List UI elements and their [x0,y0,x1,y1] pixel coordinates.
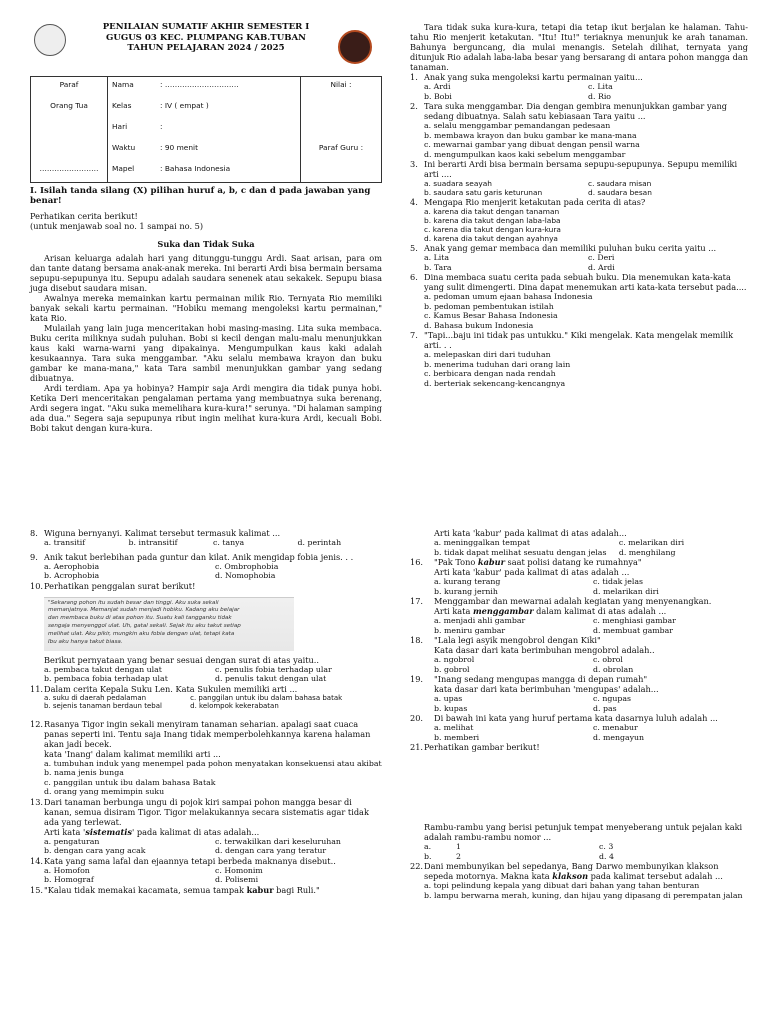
question-3 [410,159,748,179]
option-a[interactable]: a. karena dia takut dengan tanaman [424,207,560,217]
question-subtext: Kata dasar dari kata berimbuhan mengobrol adalah.. [434,645,655,655]
hari-value[interactable]: : [156,119,301,140]
question-2 [410,101,748,121]
question-text: "Inang sedang mengupas mangga di depan rumah" [434,674,648,684]
options [410,842,748,861]
text: Arti kata [434,606,473,616]
text: ' pada kalimat di atas adalah... [132,826,260,837]
emphasis-word: kabur [246,884,274,895]
nilai-box[interactable] [301,98,382,119]
question-text: Menggambar dan mewarnai adalah kegiatan yang menyenangkan. [434,596,712,606]
option-c[interactable]: c. 3 [599,842,614,851]
question-7 [410,330,748,350]
question-number: 7. [410,330,418,341]
gugus-logo-icon [338,30,372,64]
option-a[interactable]: a. tumbuhan induk yang menempel pada pohon menyatakan konsekuensi atau akibat [44,758,382,768]
option-b[interactable]: b. tidak dapat melihat sesuatu dengan jelas [434,547,607,557]
question-12 [30,719,382,749]
school-logo-icon [34,24,66,56]
question-17 [410,596,748,606]
question-19 [410,674,748,684]
options [410,350,748,388]
question-6 [410,272,748,292]
option-b-value: 2 [456,851,461,861]
option-d[interactable]: d. dengan cara yang teratur [215,846,327,856]
option-b[interactable]: b. kupas [434,703,468,713]
question-number: 9. [30,551,38,562]
question-text: Mengapa Rio menjerit ketakutan pada cerita di atas? [424,197,646,208]
question-subtext: kata 'Inang' dalam kalimat memiliki arti ... [44,748,221,759]
question-number: 13. [30,796,44,807]
option-d[interactable]: d. penulis takut dengan ulat [215,674,327,683]
question-5 [410,243,748,253]
emphasis-word: klakson [552,871,589,881]
option-c[interactable]: c. menghiasi gambar [593,616,676,625]
option-d[interactable]: d. perintah [297,538,342,547]
story-paragraph: Awalnya mereka memainkan kartu permainan milik Rio. Ternyata Rio memiliki banyak sekali kartu permainan. "Hobiku memang mengoleksi kartu permainan," kata Rio. [30,292,382,323]
intro-line-1: Perhatikan cerita berikut! [30,210,138,221]
letter-line: memanjatnya. Memanjat sudah menjadi hobiku. Kadang aku belajar [48,607,240,614]
question-number: 8. [30,528,38,538]
emphasis-word: menggambar [472,606,534,616]
options [410,881,748,900]
question-21 [410,742,748,752]
option-b[interactable]: b. karena dia takut dengan laba-laba [424,216,561,226]
question-subtext: Arti kata 'kabur' pada kalimat di atas adalah... [434,528,627,538]
question-15 [30,885,382,895]
header-line-3: TAHUN PELAJARAN 2024 / 2025 [127,43,285,54]
option-d[interactable]: d. kelompok kekerabatan [190,702,279,711]
question-13 [30,797,382,827]
question-number: 15. [30,884,44,895]
option-d[interactable]: d. Ardi [588,262,615,272]
option-c[interactable]: c. saudara misan [588,179,652,188]
question-text: Tara suka menggambar. Dia dengan gembira menunjukkan gambar yang sedang dibuatnya. Salah satu kebiasaan Tara yaitu ... [424,101,727,121]
question-text: Wiguna bernyanyi. Kalimat tersebut termasuk kalimat ... [44,528,281,538]
question-number: 16. [410,557,424,567]
letter-line: Ibu aku hanya takut biasa. [48,638,123,645]
question-number: 2. [410,101,418,111]
question-text: Di bawah ini kata yang huruf pertama kata dasarnya luluh adalah ... [434,713,718,723]
option-b[interactable]: b. memberi [434,732,480,742]
letter-line: "Sekarang pohon itu sudah besar dan tinggi. Aku suka sekali [48,599,219,606]
option-a[interactable]: a. selalu menggambar pemandangan pedesaan [424,121,611,130]
question-number: 22. [410,861,424,871]
option-c[interactable]: c. mewarnai gambar yang dibuat dengan pensil warna [424,140,640,149]
option-c[interactable]: c. karena dia takut dengan kura-kura [424,225,561,235]
right-top-column [410,22,748,388]
question-text: Anak yang gemar membaca dan memiliki puluhan buku cerita yaitu ... [424,243,717,254]
question-text [424,861,748,881]
identity-table [30,76,382,183]
option-a[interactable]: a. pedoman umum ejaan bahasa Indonesia [424,292,593,302]
option-b[interactable]: b. menerima tuduhan dari orang lain [424,359,571,369]
letter-line: melihat ulat. Aku pikir, mungkin aku fobia dengan ulat, tetapi kata [48,630,235,637]
option-b[interactable]: b. saudara satu garis keturunan [424,188,543,198]
options [30,665,382,684]
option-b[interactable]: b. Tara [424,262,452,272]
question-subtext: Rambu-rambu yang berisi petunjuk tempat menyeberang untuk pejalan kaki adalah rambu-rambu nomor ... [424,822,743,842]
option-c[interactable]: c. Kamus Besar Bahasa Indonesia [424,311,558,321]
question-number: 10. [30,580,44,591]
option-a[interactable]: a. ngobrol [434,655,475,664]
paraf-guru-box[interactable] [301,161,382,183]
question-11 [30,684,382,694]
question-number: 5. [410,243,418,254]
question-20 [410,713,748,723]
emphasis-word: kabur [477,557,505,567]
options [410,292,748,330]
nama-value[interactable]: : ………………………… [156,77,301,99]
question-16 [410,557,748,567]
option-c[interactable]: c. panggilan untuk ibu dalam bahasa Batak [44,777,216,787]
letter-line: sengaja menyenggol ulat. Uh, gatal sekali. Sejak itu aku takut setiap [48,622,241,629]
question-number: 4. [410,197,418,208]
question-4 [410,197,748,207]
question-text [434,557,748,567]
orang-tua-signature[interactable]: …………………… [31,161,108,183]
option-a[interactable]: a. kurang terang [434,577,501,586]
options [410,655,748,674]
option-b[interactable]: b. nama jenis bunga [44,768,124,778]
question-subtext [30,827,382,837]
option-c[interactable]: c. obrol [593,655,623,664]
option-d[interactable]: d. pas [593,703,617,713]
question-number: 20. [410,713,424,723]
option-b[interactable]: b. sejenis tanaman berdaun tebal [44,702,162,711]
question-number: 1. [410,72,418,82]
question-text: Anik takut berlebihan pada guntur dan kilat. Anik mengidap fobia jenis. . . [44,551,354,562]
nilai-label: Nilai : [330,80,352,89]
options [410,121,748,159]
option-d[interactable]: d. membuat gambar [593,625,674,635]
option-c[interactable]: c. terwakilkan dari keseluruhan [215,836,341,846]
option-b[interactable]: b. lampu berwarna merah, kuning, dan hijau yang dipasang di perempatan jalan [424,890,743,900]
question-text: "Lala legi asyik mengobrol dengan Kiki" [434,635,601,645]
option-b[interactable]: b. dengan cara yang acak [44,846,146,856]
traffic-signs-image-area [410,752,748,822]
option-a[interactable]: a. suadara seayah [424,179,492,188]
option-a[interactable]: a. Aerophobia [44,561,100,571]
option-d[interactable]: d. obrolan [593,664,634,674]
left-bottom-column [30,528,382,895]
option-a[interactable]: a. upas [434,694,463,703]
option-a[interactable]: a. topi pelindung kepala yang dibuat dari bahan yang tahan benturan [424,881,700,890]
option-d[interactable]: d. Nomophobia [215,571,276,580]
text: dalam kalimat di atas adalah ... [533,606,667,616]
option-c[interactable]: c. tidak jelas [593,577,643,586]
option-a[interactable]: a. melepaskan diri dari tuduhan [424,350,551,360]
options [410,577,748,596]
option-d[interactable]: d. Bahasa bukum Indonesia [424,320,534,330]
options [30,759,382,797]
question-text: Dari tanaman berbunga ungu di pojok kiri sampai pohon mangga besar di kanan, semua disiram Tigor. Tigor melakukannya secara sistematis agar tidak ada yang terlewat. [44,796,369,827]
option-a[interactable]: a. [424,842,432,851]
option-d[interactable]: d. karena dia takut dengan ayahnya [424,234,558,244]
options [410,616,748,635]
mapel-label: Mapel [112,164,135,173]
text: "Kalau tidak memakai kacamata, semua tampak [44,884,247,895]
question-18 [410,635,748,645]
header-title [30,22,382,54]
paraf-blank [31,119,108,140]
question-1 [410,72,748,82]
text: bagi Ruli." [273,884,320,895]
option-b[interactable]: b. gobrol [434,664,470,674]
question-22 [410,861,748,881]
option-a[interactable]: a. meninggalkan tempat [434,538,531,547]
text: "Pak Tono [434,557,478,567]
option-a[interactable]: a. melihat [434,723,474,732]
options [410,207,748,243]
option-a[interactable]: a. transitif [44,538,86,547]
option-d[interactable]: d. berteriak sekencang-kencangnya [424,378,566,388]
question-text: Dina membaca suatu cerita pada sebuah buku. Dia menemukan kata-kata yang sulit dimengerti. Dina dapat menemukan arti kata-kata tersebut pada.... [424,272,747,293]
question-text: Berikut pernyataan yang benar sesuai dengan surat di atas yaitu.. [44,654,319,665]
options [410,82,748,101]
option-c[interactable]: c. Homonim [215,865,263,875]
paraf-label: Paraf [31,77,108,99]
option-c[interactable]: c. tanya [213,538,245,547]
kelas-value: : IV ( empat ) [156,98,301,119]
option-b[interactable]: b. intransitif [128,538,178,547]
story-paragraph: Tara tidak suka kura-kura, tetapi dia tetap ikut berjalan ke halaman. Tahu-tahu Rio menjerit ketakutan. "Itu! Itu!" teriaknya menunjuk ke arah tanaman. Bahunya berguncang, dia mulai menangis. Setelah dilihat, ternyata yang ditunjuk Rio adalah laba-laba besar yang bersarang di antara pohon mangga dan tanaman. [410,22,748,72]
question-number: 12. [30,718,44,729]
question-8 [30,528,382,538]
text: Dani membunyikan bel sepedanya, Bang Darwo membunyikan klakson sepeda motornya. Makna kata [424,861,719,881]
question-text: Ini berarti Ardi bisa bermain bersama sepupu-sepupunya. Sepupu memiliki arti .... [424,159,738,179]
option-a-value: 1 [456,842,461,851]
option-d[interactable]: d. Polisemi [215,875,259,885]
option-c[interactable]: c. Lita [588,82,613,91]
question-subtext: Arti kata 'kabur' pada kalimat di atas adalah ... [434,567,630,577]
option-b[interactable]: b. Homograf [44,875,94,885]
option-d[interactable]: d. melarikan diri [593,586,659,596]
option-b[interactable]: b. pembaca fobia terhadap ulat [44,674,168,683]
option-a[interactable]: a. Ardi [424,82,451,91]
options [410,694,748,713]
question-number: 6. [410,272,418,283]
options [410,179,748,197]
question-number: 11. [30,683,44,694]
options [30,562,382,581]
question-number: 3. [410,159,418,169]
option-d[interactable]: d. Rio [588,91,612,101]
option-c[interactable]: c. ngupas [593,694,631,703]
option-d[interactable]: d. 4 [599,851,614,861]
option-b[interactable]: b. kurang jernih [434,586,498,596]
question-text: Rasanya Tigor ingin sekali menyiram tanaman seharian. apalagi saat cuaca panas seperti ini. Tentu saja Inang tidak memperbolehkannya karena halaman akan jadi becek. [44,718,371,749]
options [410,253,748,272]
option-d[interactable]: d. menghilang [618,547,676,557]
option-b[interactable]: b. meniru gambar [434,625,506,635]
story-paragraph: Mulailah yang lain juga menceritakan hobi masing-masing. Lita suka membaca. Buku cerita miliknya sudah puluhan. Bobi si kecil dengan malu-malu menunjukkan kaus kaki warna-warni yang dipakainya. Mengumpulkan kaus kaki adalah kesukaannya. Tara suka menggambar. "Aku selalu membawa krayon dan buku gambar ke mana-mana," kata Tara sambil menunjukkan gambar yang sedang dibuatnya. [30,322,382,383]
nama-label: Nama [112,80,134,89]
waktu-value: : 90 menit [156,140,301,161]
letter-line: dan membaca buku di atas pohon itu. Suatu kali tangganku tidak [48,615,232,622]
question-subtext: kata dasar dari kata berimbuhan 'mengupas' adalah... [434,684,659,694]
exam-header [30,22,382,74]
option-a[interactable]: a. menjadi ahli gambar [434,616,526,625]
text: Arti kata ' [44,826,86,837]
question-text: Anak yang suka mengoleksi kartu permainan yaitu... [424,72,643,82]
question-number: 19. [410,674,424,684]
instruction: I. Isilah tanda silang (X) pilihan huruf a, b, c dan d pada jawaban yang benar! [30,186,371,207]
story-title: Suka dan Tidak Suka [157,238,255,249]
option-d[interactable]: d. saudara besan [588,188,652,198]
question-9 [30,552,382,562]
question-text: "Tapi...baju ini tidak pas untukku." Kiki mengelak. Kata mengelak memilik arti. . . [424,330,734,351]
options [410,723,748,742]
option-c[interactable]: c. Deri [588,253,615,263]
question-number: 21. [410,742,424,752]
question-text [44,885,382,895]
question-subtext [410,606,748,616]
question-text: Kata yang sama lafal dan ejaannya tetapi berbeda maknanya disebut.. [44,855,336,866]
left-top-column [30,22,382,433]
letter-excerpt-image [44,597,294,651]
paraf-blank-2 [31,140,108,161]
option-b[interactable]: b. Acrophobia [44,571,100,580]
question-14 [30,856,382,866]
text: saat polisi datang ke rumahnya" [504,557,642,567]
header-line-2: GUGUS 03 KEC. PLUMPANG KAB.TUBAN [106,32,306,43]
kelas-label: Kelas [112,101,132,110]
waktu-label: Waktu [112,143,136,152]
question-10 [30,581,382,591]
question-text: Dalam cerita Kepala Suku Len. Kata Sukulen memiliki arti ... [44,683,298,694]
option-c[interactable]: c. penulis fobia terhadap ular [215,664,332,674]
nilai-blank [301,119,382,140]
orang-tua-label: Orang Tua [31,98,108,119]
option-c[interactable]: c. berbicara dengan nada rendah [424,369,556,379]
question-number: 14. [30,855,44,866]
header-line-1: PENILAIAN SUMATIF AKHIR SEMESTER I [102,22,310,32]
option-c[interactable]: c. melarikan diri [618,538,685,547]
options [410,538,748,557]
mapel-value: : Bahasa Indonesia [156,161,301,183]
emphasis-word: sistematis [85,826,133,837]
option-d[interactable]: d. mengumpulkan kaos kaki sebelum menggambar [424,149,626,159]
option-b[interactable]: b. membawa krayon dan buku gambar ke mana-mana [424,130,637,140]
option-a[interactable]: a. pengaturan [44,836,100,846]
option-c[interactable]: c. menabur [593,723,638,732]
option-a[interactable]: a. Lita [424,253,450,263]
option-b[interactable]: b. Bobi [424,91,452,101]
question-text: Perhatikan gambar berikut! [424,742,540,752]
option-a[interactable]: a. suku di daerah pedalaman [44,693,147,702]
option-a[interactable]: a. pembaca takut dengan ulat [44,664,162,674]
option-d[interactable]: d. mengayun [593,732,645,742]
story-paragraph: Arisan keluarga adalah hari yang ditunggu-tunggu Ardi. Saat arisan, para om dan tante datang bersama anak-anak mereka. Ini berarti Ardi bisa bermain bersama sepupu-sepupunya itu. Sepupu adalah saudara senenek atau sekakek. Sepupu biasa juga disebut saudara misan. [30,252,382,293]
story-paragraph: Ardi terdiam. Apa ya hobinya? Hampir saja Ardi mengira dia tidak punya hobi. Ketika Deri menceritakan pengalaman pertama yang membuatnya suka berenang, Ardi segera ingat. "Aku suka memelihara kura-kura!" serunya. "Di halaman samping ada dua." Segera saja sepupunya ribut ingin melihat kura-kura Ardi, kecuali Bobi. Bobi takut dengan kura-kura. [30,382,382,433]
question-number: 17. [410,596,424,606]
option-c[interactable]: c. Ombrophobia [215,561,279,571]
hari-label: Hari [112,122,128,131]
options [30,837,382,856]
intro-line-2: (untuk menjawab soal no. 1 sampai no. 5) [30,220,204,231]
right-bottom-column [410,528,748,900]
question-number: 18. [410,635,424,645]
text: pada kalimat tersebut adalah ... [588,871,723,881]
option-b[interactable]: b. [424,851,432,861]
option-d[interactable]: d. orang yang memimpin suku [44,787,165,797]
options [30,866,382,885]
option-c[interactable]: c. panggilan untuk ibu dalam bahasa batak [190,693,343,702]
options [30,538,382,548]
question-text: Perhatikan penggalan surat berikut! [44,580,196,591]
paraf-guru-label: Paraf Guru : [318,143,364,152]
option-a[interactable]: a. Homofon [44,865,90,875]
option-b[interactable]: b. pedoman pembentukan istilah [424,301,554,311]
options [30,694,382,711]
